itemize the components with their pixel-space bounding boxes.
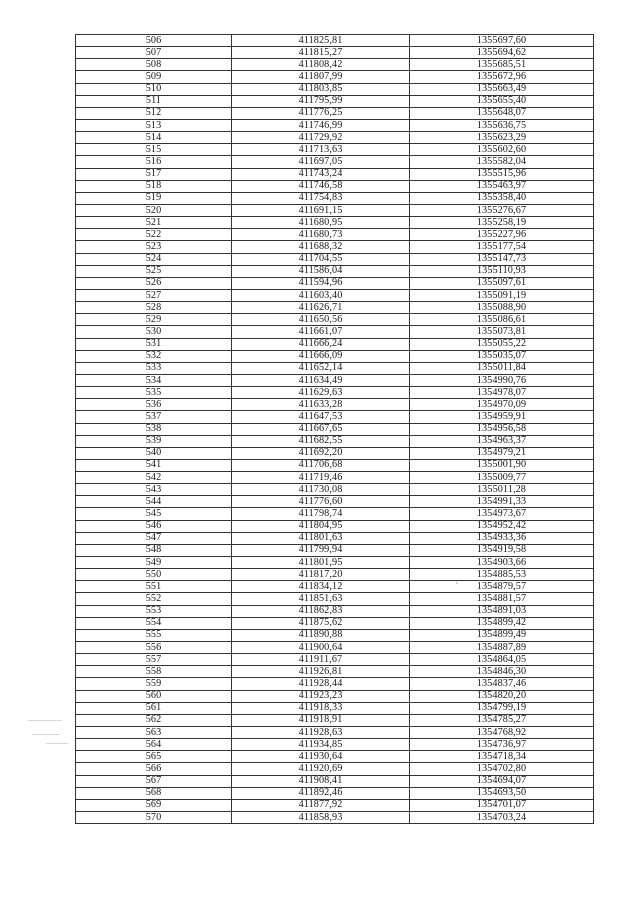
y-coordinate-cell: 1354970,09 <box>410 399 594 411</box>
table-row <box>76 459 594 471</box>
x-coordinate-cell: 411682,55 <box>232 435 410 447</box>
point-number-cell: 518 <box>76 180 232 192</box>
x-coordinate-cell: 411626,71 <box>232 302 410 314</box>
point-number-cell: 548 <box>76 544 232 556</box>
point-number-cell: 538 <box>76 423 232 435</box>
x-coordinate-cell: 411928,44 <box>232 678 410 690</box>
y-coordinate-cell: 1354903,66 <box>410 557 594 569</box>
table-row <box>76 654 594 666</box>
x-coordinate-cell: 411815,27 <box>232 47 410 59</box>
point-number-cell: 547 <box>76 532 232 544</box>
table-row <box>76 642 594 654</box>
x-coordinate-cell: 411911,67 <box>232 654 410 666</box>
point-number-cell: 569 <box>76 799 232 811</box>
y-coordinate-cell: 1354933,36 <box>410 532 594 544</box>
x-coordinate-cell: 411704,55 <box>232 253 410 265</box>
x-coordinate-cell: 411920,69 <box>232 763 410 775</box>
table-row <box>76 520 594 532</box>
y-coordinate-cell: 1355582,04 <box>410 156 594 168</box>
y-coordinate-cell: 1354846,30 <box>410 666 594 678</box>
point-number-cell: 524 <box>76 253 232 265</box>
y-coordinate-cell: 1355258,19 <box>410 217 594 229</box>
point-number-cell: 565 <box>76 751 232 763</box>
x-coordinate-cell: 411633,28 <box>232 399 410 411</box>
x-coordinate-cell: 411858,93 <box>232 812 410 824</box>
x-coordinate-cell: 411586,04 <box>232 265 410 277</box>
table-row <box>76 678 594 690</box>
y-coordinate-cell: 1354799,19 <box>410 702 594 714</box>
table-row <box>76 144 594 156</box>
point-number-cell: 551 <box>76 581 232 593</box>
point-number-cell: 553 <box>76 605 232 617</box>
y-coordinate-cell: 1355009,77 <box>410 472 594 484</box>
point-number-cell: 531 <box>76 338 232 350</box>
point-number-cell: 506 <box>76 35 232 47</box>
table-row <box>76 508 594 520</box>
table-row <box>76 83 594 95</box>
x-coordinate-cell: 411798,74 <box>232 508 410 520</box>
x-coordinate-cell: 411697,05 <box>232 156 410 168</box>
y-coordinate-cell: 1354718,34 <box>410 751 594 763</box>
x-coordinate-cell: 411776,25 <box>232 107 410 119</box>
x-coordinate-cell: 411795,99 <box>232 95 410 107</box>
x-coordinate-cell: 411634,49 <box>232 374 410 386</box>
table-row <box>76 277 594 289</box>
point-number-cell: 527 <box>76 289 232 301</box>
x-coordinate-cell: 411730,08 <box>232 484 410 496</box>
y-coordinate-cell: 1354694,07 <box>410 775 594 787</box>
point-number-cell: 562 <box>76 714 232 726</box>
point-number-cell: 510 <box>76 83 232 95</box>
table-row <box>76 119 594 131</box>
x-coordinate-cell: 411661,07 <box>232 326 410 338</box>
y-coordinate-cell: 1354879,57 <box>410 581 594 593</box>
y-coordinate-cell: 1355663,49 <box>410 83 594 95</box>
y-coordinate-cell: 1354891,03 <box>410 605 594 617</box>
y-coordinate-cell: 1355358,40 <box>410 192 594 204</box>
x-coordinate-cell: 411680,95 <box>232 217 410 229</box>
y-coordinate-cell: 1355011,28 <box>410 484 594 496</box>
y-coordinate-cell: 1355073,81 <box>410 326 594 338</box>
y-coordinate-cell: 1355086,61 <box>410 314 594 326</box>
point-number-cell: 507 <box>76 47 232 59</box>
x-coordinate-cell: 411667,65 <box>232 423 410 435</box>
y-coordinate-cell: 1355463,97 <box>410 180 594 192</box>
point-number-cell: 563 <box>76 727 232 739</box>
y-coordinate-cell: 1355097,61 <box>410 277 594 289</box>
point-number-cell: 525 <box>76 265 232 277</box>
point-number-cell: 515 <box>76 144 232 156</box>
y-coordinate-cell: 1355035,07 <box>410 350 594 362</box>
y-coordinate-cell: 1354736,97 <box>410 739 594 751</box>
y-coordinate-cell: 1354703,24 <box>410 812 594 824</box>
x-coordinate-cell: 411801,63 <box>232 532 410 544</box>
point-number-cell: 568 <box>76 787 232 799</box>
y-coordinate-cell: 1355685,51 <box>410 59 594 71</box>
table-row <box>76 775 594 787</box>
point-number-cell: 566 <box>76 763 232 775</box>
x-coordinate-cell: 411729,92 <box>232 132 410 144</box>
y-coordinate-cell: 1354768,92 <box>410 727 594 739</box>
table-row <box>76 544 594 556</box>
x-coordinate-cell: 411890,88 <box>232 629 410 641</box>
point-number-cell: 559 <box>76 678 232 690</box>
table-row <box>76 472 594 484</box>
y-coordinate-cell: 1354952,42 <box>410 520 594 532</box>
y-coordinate-cell: 1355147,73 <box>410 253 594 265</box>
x-coordinate-cell: 411928,63 <box>232 727 410 739</box>
point-number-cell: 533 <box>76 362 232 374</box>
y-coordinate-cell: 1354899,42 <box>410 617 594 629</box>
point-number-cell: 520 <box>76 204 232 216</box>
x-coordinate-cell: 411808,42 <box>232 59 410 71</box>
x-coordinate-cell: 411719,46 <box>232 472 410 484</box>
table-row <box>76 690 594 702</box>
y-coordinate-cell: 1355091,19 <box>410 289 594 301</box>
table-row <box>76 799 594 811</box>
y-coordinate-cell: 1355001,90 <box>410 459 594 471</box>
point-number-cell: 529 <box>76 314 232 326</box>
point-number-cell: 564 <box>76 739 232 751</box>
x-coordinate-cell: 411706,68 <box>232 459 410 471</box>
y-coordinate-cell: 1355011,84 <box>410 362 594 374</box>
x-coordinate-cell: 411603,40 <box>232 289 410 301</box>
table-row <box>76 605 594 617</box>
y-coordinate-cell: 1354864,05 <box>410 654 594 666</box>
point-number-cell: 530 <box>76 326 232 338</box>
point-number-cell: 541 <box>76 459 232 471</box>
point-number-cell: 542 <box>76 472 232 484</box>
y-coordinate-cell: 1355110,93 <box>410 265 594 277</box>
y-coordinate-cell: 1355227,96 <box>410 229 594 241</box>
table-row <box>76 132 594 144</box>
y-coordinate-cell: 1355055,22 <box>410 338 594 350</box>
table-row <box>76 435 594 447</box>
point-number-cell: 539 <box>76 435 232 447</box>
x-coordinate-cell: 411851,63 <box>232 593 410 605</box>
x-coordinate-cell: 411680,73 <box>232 229 410 241</box>
point-number-cell: 558 <box>76 666 232 678</box>
table-row <box>76 496 594 508</box>
point-number-cell: 517 <box>76 168 232 180</box>
y-coordinate-cell: 1354973,67 <box>410 508 594 520</box>
y-coordinate-cell: 1354979,21 <box>410 447 594 459</box>
point-number-cell: 561 <box>76 702 232 714</box>
x-coordinate-cell: 411688,32 <box>232 241 410 253</box>
coordinates-table-body <box>76 35 594 824</box>
y-coordinate-cell: 1354885,53 <box>410 569 594 581</box>
point-number-cell: 509 <box>76 71 232 83</box>
y-coordinate-cell: 1354837,46 <box>410 678 594 690</box>
table-row <box>76 666 594 678</box>
point-number-cell: 508 <box>76 59 232 71</box>
table-row <box>76 204 594 216</box>
table-row <box>76 593 594 605</box>
point-number-cell: 550 <box>76 569 232 581</box>
x-coordinate-cell: 411803,85 <box>232 83 410 95</box>
y-coordinate-cell: 1354990,76 <box>410 374 594 386</box>
point-number-cell: 519 <box>76 192 232 204</box>
x-coordinate-cell: 411930,64 <box>232 751 410 763</box>
y-coordinate-cell: 1355177,54 <box>410 241 594 253</box>
x-coordinate-cell: 411877,92 <box>232 799 410 811</box>
y-coordinate-cell: 1354919,58 <box>410 544 594 556</box>
y-coordinate-cell: 1355648,07 <box>410 107 594 119</box>
x-coordinate-cell: 411801,95 <box>232 557 410 569</box>
point-number-cell: 552 <box>76 593 232 605</box>
y-coordinate-cell: 1354693,50 <box>410 787 594 799</box>
point-number-cell: 567 <box>76 775 232 787</box>
table-row <box>76 59 594 71</box>
y-coordinate-cell: 1354899,49 <box>410 629 594 641</box>
table-row <box>76 374 594 386</box>
y-coordinate-cell: 1355672,96 <box>410 71 594 83</box>
point-number-cell: 554 <box>76 617 232 629</box>
table-row <box>76 265 594 277</box>
table-row <box>76 241 594 253</box>
x-coordinate-cell: 411746,58 <box>232 180 410 192</box>
point-number-cell: 555 <box>76 629 232 641</box>
table-row <box>76 338 594 350</box>
x-coordinate-cell: 411934,85 <box>232 739 410 751</box>
point-number-cell: 516 <box>76 156 232 168</box>
table-row <box>76 217 594 229</box>
x-coordinate-cell: 411908,41 <box>232 775 410 787</box>
x-coordinate-cell: 411713,63 <box>232 144 410 156</box>
table-row <box>76 702 594 714</box>
x-coordinate-cell: 411807,99 <box>232 71 410 83</box>
y-coordinate-cell: 1355088,90 <box>410 302 594 314</box>
table-row <box>76 350 594 362</box>
table-row <box>76 326 594 338</box>
scan-speck <box>456 582 458 584</box>
y-coordinate-cell: 1354956,58 <box>410 423 594 435</box>
table-row <box>76 302 594 314</box>
point-number-cell: 534 <box>76 374 232 386</box>
table-row <box>76 95 594 107</box>
table-row <box>76 253 594 265</box>
x-coordinate-cell: 411804,95 <box>232 520 410 532</box>
point-number-cell: 511 <box>76 95 232 107</box>
x-coordinate-cell: 411691,15 <box>232 204 410 216</box>
point-number-cell: 526 <box>76 277 232 289</box>
x-coordinate-cell: 411652,14 <box>232 362 410 374</box>
table-row <box>76 751 594 763</box>
point-number-cell: 521 <box>76 217 232 229</box>
table-row <box>76 569 594 581</box>
x-coordinate-cell: 411923,23 <box>232 690 410 702</box>
y-coordinate-cell: 1355602,60 <box>410 144 594 156</box>
table-row <box>76 180 594 192</box>
table-row <box>76 787 594 799</box>
x-coordinate-cell: 411666,09 <box>232 350 410 362</box>
x-coordinate-cell: 411647,53 <box>232 411 410 423</box>
y-coordinate-cell: 1354978,07 <box>410 387 594 399</box>
table-row <box>76 192 594 204</box>
y-coordinate-cell: 1355697,60 <box>410 35 594 47</box>
y-coordinate-cell: 1354887,89 <box>410 642 594 654</box>
point-number-cell: 543 <box>76 484 232 496</box>
x-coordinate-cell: 411918,33 <box>232 702 410 714</box>
point-number-cell: 545 <box>76 508 232 520</box>
x-coordinate-cell: 411743,24 <box>232 168 410 180</box>
x-coordinate-cell: 411926,81 <box>232 666 410 678</box>
point-number-cell: 544 <box>76 496 232 508</box>
point-number-cell: 528 <box>76 302 232 314</box>
y-coordinate-cell: 1354959,91 <box>410 411 594 423</box>
x-coordinate-cell: 411817,20 <box>232 569 410 581</box>
x-coordinate-cell: 411875,62 <box>232 617 410 629</box>
point-number-cell: 546 <box>76 520 232 532</box>
x-coordinate-cell: 411862,83 <box>232 605 410 617</box>
point-number-cell: 537 <box>76 411 232 423</box>
table-row <box>76 156 594 168</box>
table-row <box>76 399 594 411</box>
table-row <box>76 411 594 423</box>
point-number-cell: 512 <box>76 107 232 119</box>
y-coordinate-cell: 1354991,33 <box>410 496 594 508</box>
point-number-cell: 522 <box>76 229 232 241</box>
scan-artifact <box>28 712 78 748</box>
point-number-cell: 535 <box>76 387 232 399</box>
point-number-cell: 540 <box>76 447 232 459</box>
point-number-cell: 549 <box>76 557 232 569</box>
table-row <box>76 763 594 775</box>
table-row <box>76 229 594 241</box>
table-row <box>76 35 594 47</box>
y-coordinate-cell: 1354701,07 <box>410 799 594 811</box>
table-row <box>76 617 594 629</box>
x-coordinate-cell: 411629,63 <box>232 387 410 399</box>
point-number-cell: 570 <box>76 812 232 824</box>
table-row <box>76 314 594 326</box>
table-row <box>76 387 594 399</box>
point-number-cell: 557 <box>76 654 232 666</box>
table-row <box>76 107 594 119</box>
table-row <box>76 532 594 544</box>
table-row <box>76 362 594 374</box>
x-coordinate-cell: 411892,46 <box>232 787 410 799</box>
point-number-cell: 560 <box>76 690 232 702</box>
y-coordinate-cell: 1354785,27 <box>410 714 594 726</box>
x-coordinate-cell: 411746,99 <box>232 119 410 131</box>
table-row <box>76 484 594 496</box>
table-row <box>76 714 594 726</box>
coordinates-table <box>75 34 594 824</box>
x-coordinate-cell: 411834,12 <box>232 581 410 593</box>
table-row <box>76 629 594 641</box>
point-number-cell: 523 <box>76 241 232 253</box>
table-row <box>76 423 594 435</box>
point-number-cell: 536 <box>76 399 232 411</box>
y-coordinate-cell: 1355515,96 <box>410 168 594 180</box>
x-coordinate-cell: 411918,91 <box>232 714 410 726</box>
y-coordinate-cell: 1355636,75 <box>410 119 594 131</box>
y-coordinate-cell: 1354820,20 <box>410 690 594 702</box>
point-number-cell: 513 <box>76 119 232 131</box>
table-row <box>76 557 594 569</box>
x-coordinate-cell: 411650,56 <box>232 314 410 326</box>
y-coordinate-cell: 1354881,57 <box>410 593 594 605</box>
point-number-cell: 556 <box>76 642 232 654</box>
table-row <box>76 727 594 739</box>
table-row <box>76 71 594 83</box>
y-coordinate-cell: 1355655,40 <box>410 95 594 107</box>
table-row <box>76 168 594 180</box>
x-coordinate-cell: 411799,94 <box>232 544 410 556</box>
y-coordinate-cell: 1354702,80 <box>410 763 594 775</box>
x-coordinate-cell: 411825,81 <box>232 35 410 47</box>
x-coordinate-cell: 411594,96 <box>232 277 410 289</box>
table-row <box>76 739 594 751</box>
x-coordinate-cell: 411776,60 <box>232 496 410 508</box>
table-row <box>76 581 594 593</box>
y-coordinate-cell: 1355623,29 <box>410 132 594 144</box>
x-coordinate-cell: 411900,64 <box>232 642 410 654</box>
y-coordinate-cell: 1355694,62 <box>410 47 594 59</box>
x-coordinate-cell: 411666,24 <box>232 338 410 350</box>
point-number-cell: 532 <box>76 350 232 362</box>
point-number-cell: 514 <box>76 132 232 144</box>
table-row <box>76 447 594 459</box>
table-row <box>76 47 594 59</box>
x-coordinate-cell: 411754,83 <box>232 192 410 204</box>
y-coordinate-cell: 1355276,67 <box>410 204 594 216</box>
table-row <box>76 289 594 301</box>
y-coordinate-cell: 1354963,37 <box>410 435 594 447</box>
table-row <box>76 812 594 824</box>
x-coordinate-cell: 411692,20 <box>232 447 410 459</box>
